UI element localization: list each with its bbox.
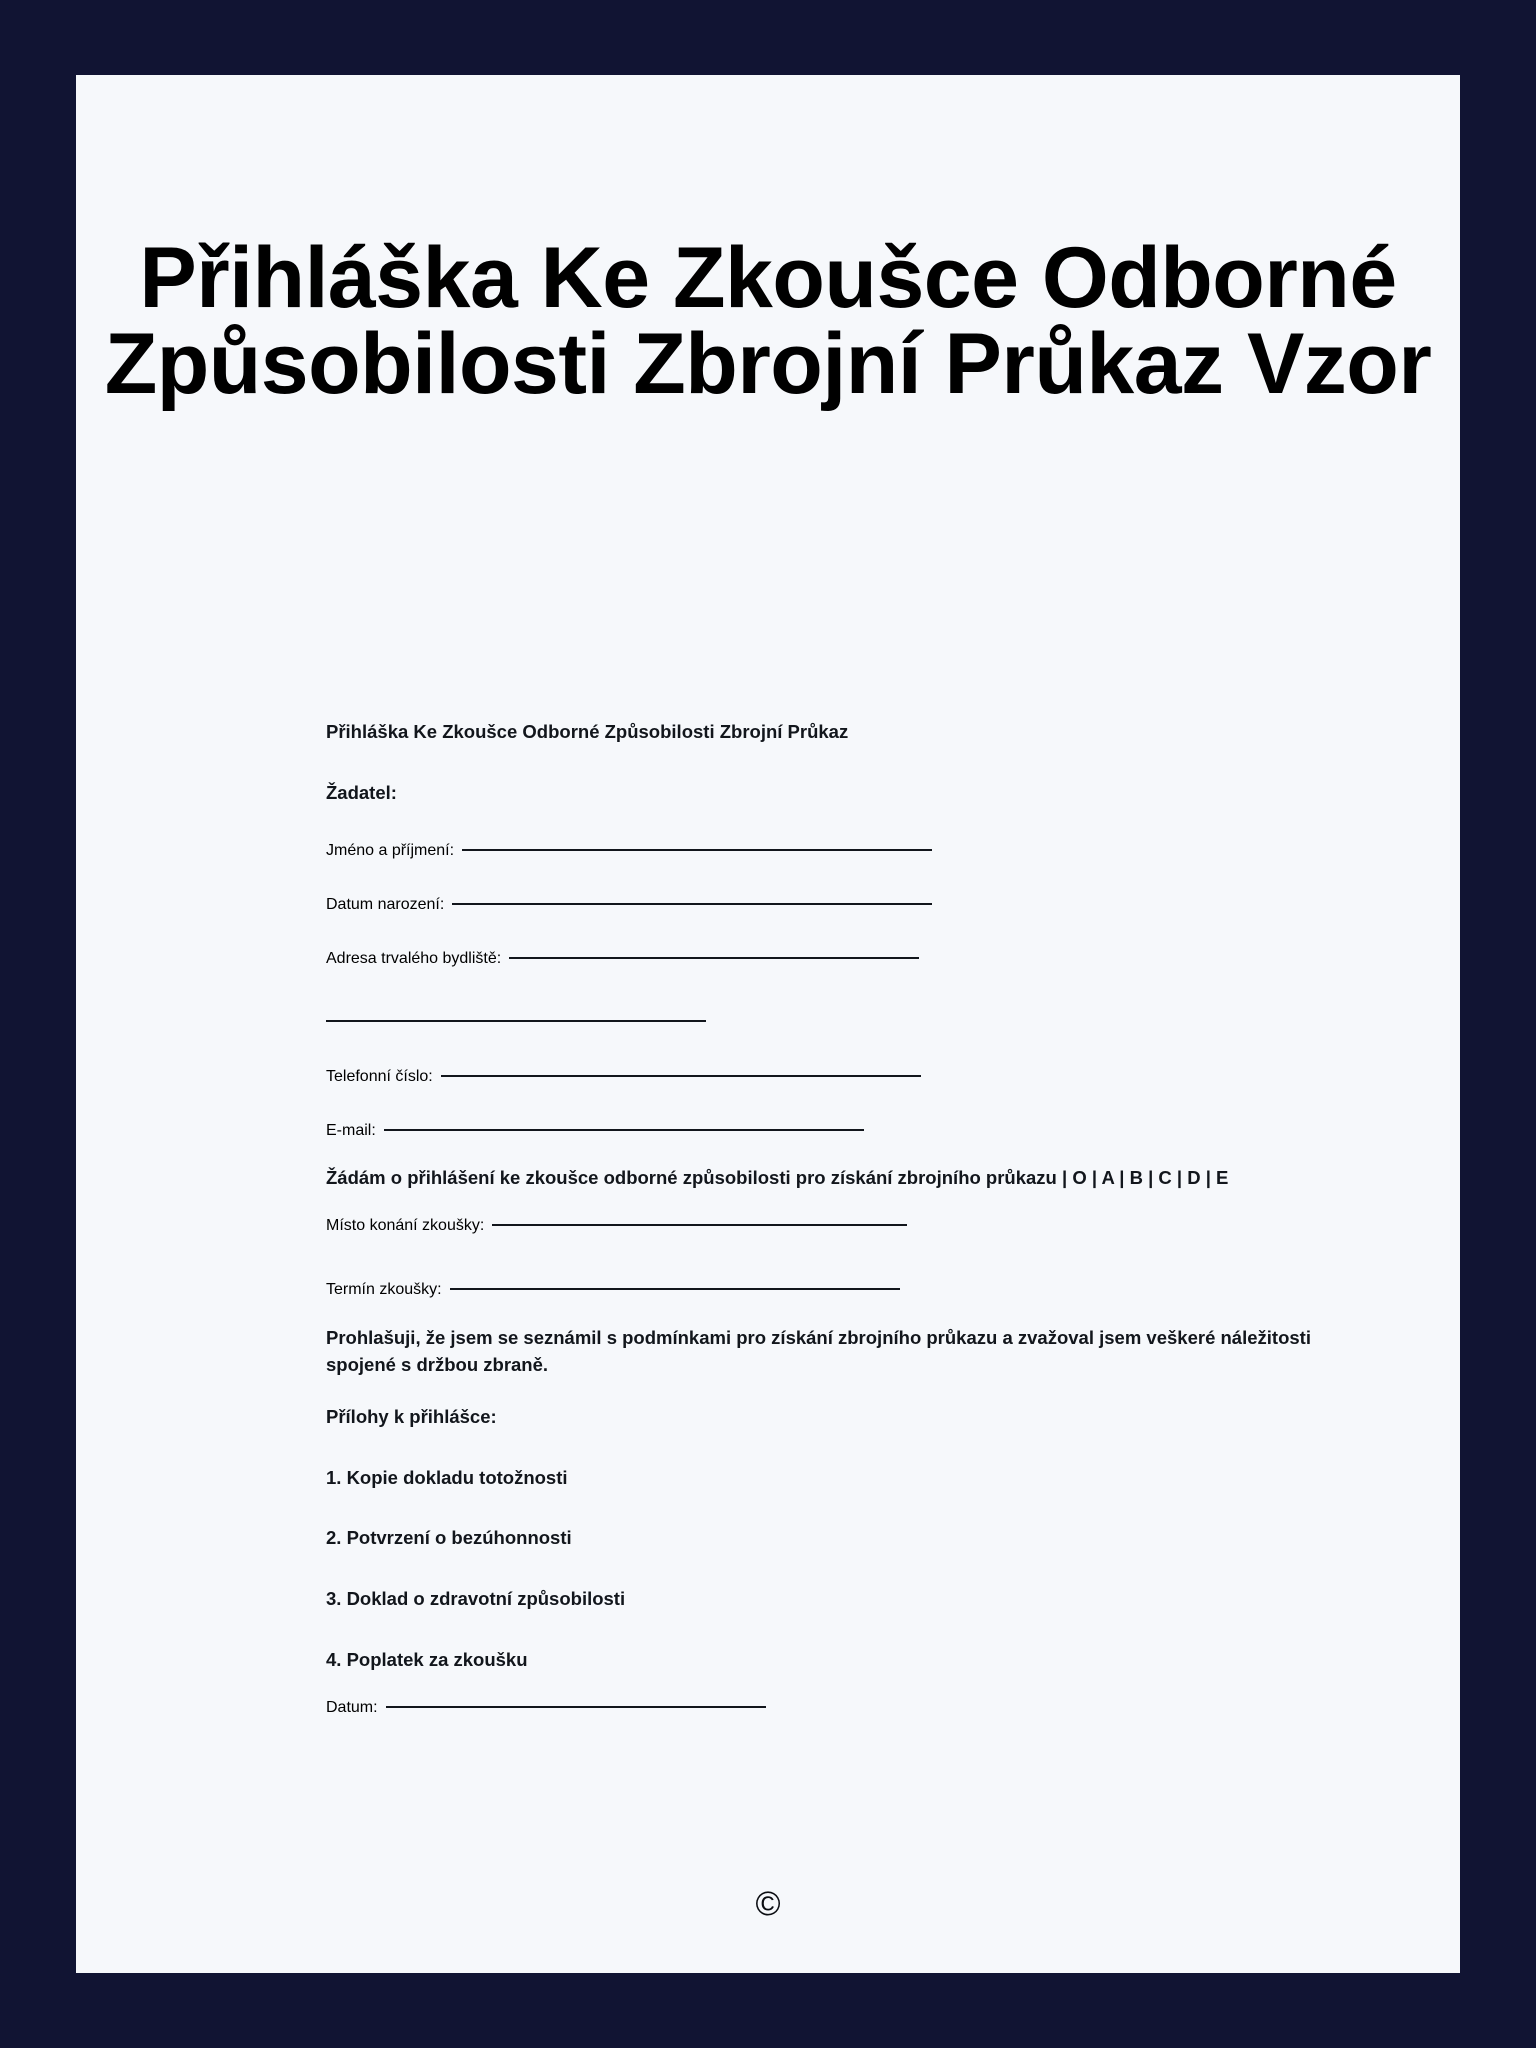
attachment-item-2: 2. Potvrzení o bezúhonnosti	[326, 1527, 572, 1549]
field-exam-date[interactable]	[326, 1281, 1336, 1299]
field-full-name-label: Jméno a příjmení:	[326, 841, 455, 859]
document-body	[326, 720, 1336, 1717]
field-address[interactable]	[326, 950, 1336, 968]
declaration-text: Prohlašuji, že jsem se seznámil s podmínkami pro získání zbrojního průkazu a zvažoval jsem veškeré náležitosti spojené s držbou zbraně.	[326, 1326, 1311, 1375]
field-address-input[interactable]	[509, 957, 919, 959]
attachment-item-1: 1. Kopie dokladu totožnosti	[326, 1466, 568, 1488]
field-phone-label: Telefonní číslo:	[326, 1067, 433, 1085]
field-birth-date-label: Datum narození:	[326, 895, 445, 913]
field-phone-input[interactable]	[441, 1075, 921, 1077]
field-email-label: E-mail:	[326, 1121, 376, 1139]
field-date-input[interactable]	[386, 1706, 766, 1708]
field-birth-date-input[interactable]	[452, 903, 932, 905]
field-exam-place-label: Místo konání zkoušky:	[326, 1216, 485, 1234]
field-full-name-input[interactable]	[462, 849, 932, 851]
field-birth-date[interactable]	[326, 896, 1336, 914]
field-full-name[interactable]	[326, 842, 1336, 860]
attachments-label: Přílohy k přihlášce:	[326, 1405, 497, 1427]
document-page	[76, 75, 1460, 1973]
page-title: Přihláška Ke Zkoušce Odborné Způsobilosti Zbrojní Průkaz Vzor	[104, 230, 1432, 412]
field-exam-place[interactable]	[326, 1217, 1336, 1235]
field-address-label: Adresa trvalého bydliště:	[326, 949, 502, 967]
document-heading: Přihláška Ke Zkoušce Odborné Způsobilosti Zbrojní Průkaz	[326, 721, 849, 742]
field-exam-date-label: Termín zkoušky:	[326, 1280, 442, 1298]
request-line: Žádám o přihlášení ke zkoušce odborné způsobilosti pro získání zbrojního průkazu | O | A | B | C | D | E	[326, 1166, 1229, 1188]
field-phone[interactable]	[326, 1068, 1336, 1086]
field-address-line-2-input[interactable]	[326, 1020, 706, 1022]
field-exam-date-input[interactable]	[450, 1288, 900, 1290]
copyright-icon: ©	[755, 1885, 781, 1923]
field-exam-place-input[interactable]	[492, 1224, 907, 1226]
field-email[interactable]	[326, 1122, 1336, 1140]
field-date-label: Datum:	[326, 1699, 378, 1717]
field-date[interactable]	[326, 1699, 1336, 1717]
field-email-input[interactable]	[384, 1129, 864, 1131]
attachment-item-3: 3. Doklad o zdravotní způsobilosti	[326, 1588, 626, 1610]
attachment-item-4: 4. Poplatek za zkoušku	[326, 1649, 528, 1671]
applicant-label: Žadatel:	[326, 781, 397, 803]
